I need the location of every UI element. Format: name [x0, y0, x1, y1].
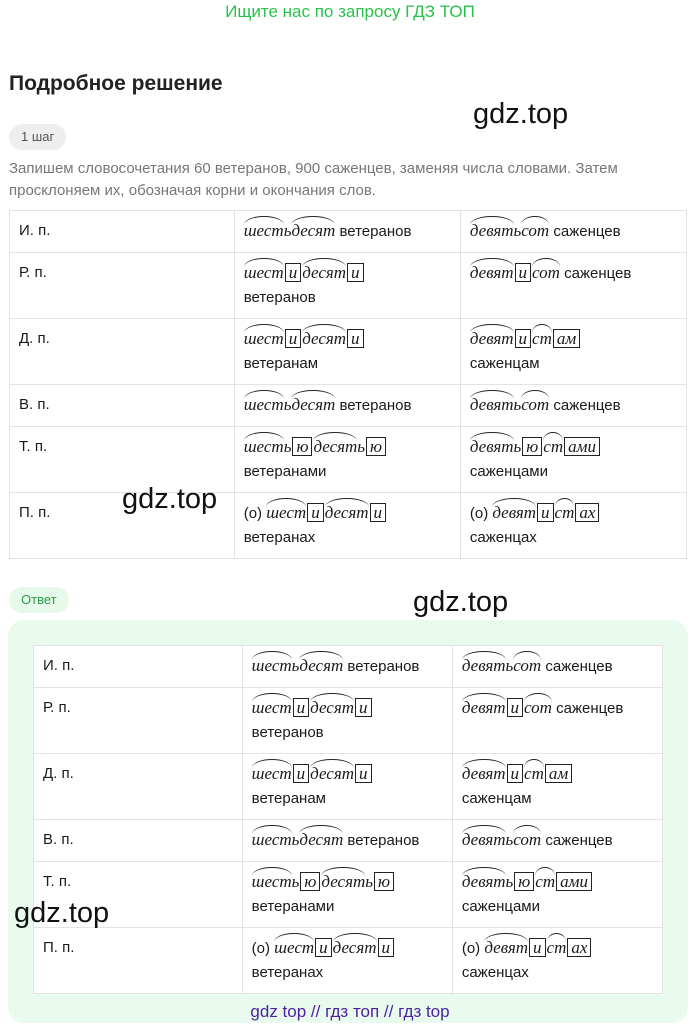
suffix-letter: ь [513, 395, 522, 414]
root-morpheme: девят [462, 828, 506, 852]
declension-form [234, 253, 460, 319]
ending-morpheme: и [507, 698, 524, 717]
suffix-letter: ь [505, 830, 514, 849]
ending-morpheme: и [285, 263, 302, 282]
suffix-letter: ь [291, 830, 300, 849]
case-label: И. п. [10, 211, 235, 253]
case-label: П. п. [34, 928, 243, 994]
noun-text: ветеранов [243, 289, 316, 306]
root-morpheme: ст [532, 327, 552, 351]
declension-form [460, 493, 686, 559]
declension-form [452, 646, 662, 688]
ending-morpheme: и [307, 503, 324, 522]
case-label: И. п. [34, 646, 243, 688]
case-label: В. п. [34, 820, 243, 862]
root-morpheme: ст [543, 435, 563, 459]
suffix-letter: ь [365, 872, 374, 891]
ending-morpheme: и [355, 764, 372, 783]
ending-morpheme: и [347, 329, 364, 348]
case-label: Р. п. [34, 688, 243, 754]
noun-text: ветеранов [335, 223, 412, 240]
ending-morpheme: и [355, 698, 372, 717]
ending-morpheme: и [507, 764, 524, 783]
declension-form [234, 493, 460, 559]
declension-form [234, 211, 460, 253]
root-morpheme: сот [513, 654, 541, 678]
declension-form [234, 385, 460, 427]
table-row [10, 427, 687, 493]
declension-form [242, 754, 452, 820]
declension-form [242, 820, 452, 862]
ending-morpheme: и [370, 503, 387, 522]
case-label: П. п. [10, 493, 235, 559]
suffix-letter: ь [357, 437, 366, 456]
declension-form [460, 211, 686, 253]
noun-text: ветеранах [243, 529, 316, 546]
root-morpheme: ст [547, 936, 567, 960]
suffix-letter: ь [283, 437, 292, 456]
root-morpheme: десят [313, 435, 357, 459]
ending-morpheme: ю [374, 872, 394, 891]
root-morpheme: шест [266, 501, 306, 525]
declension-form [460, 253, 686, 319]
declension-form [452, 862, 662, 928]
noun-text: саженцами [469, 463, 548, 480]
noun-text: саженцах [461, 964, 529, 981]
root-morpheme: шест [244, 261, 284, 285]
root-morpheme: девят [492, 501, 536, 525]
noun-text: (о) [461, 940, 485, 957]
search-hint-banner: Ищите нас по запросу ГДЗ ТОП [225, 2, 475, 21]
table-row [10, 385, 687, 427]
root-morpheme: десят [302, 327, 346, 351]
noun-text: ветеранов [251, 724, 324, 741]
ending-morpheme: и [515, 263, 532, 282]
root-morpheme: ст [555, 501, 575, 525]
root-morpheme: десят [321, 870, 365, 894]
noun-text: саженцев [549, 223, 621, 240]
case-label: В. п. [10, 385, 235, 427]
declension-form [242, 646, 452, 688]
table-row [10, 493, 687, 559]
root-morpheme: шест [274, 936, 314, 960]
root-morpheme: сот [532, 261, 560, 285]
declension-form [234, 427, 460, 493]
noun-text: ветеранами [251, 898, 335, 915]
watermark: gdz.top [122, 483, 218, 515]
suffix-letter: ь [513, 437, 522, 456]
root-morpheme: шест [252, 762, 292, 786]
ending-morpheme: ам [545, 764, 572, 783]
noun-text: ветеранах [251, 964, 324, 981]
root-morpheme: ст [535, 870, 555, 894]
root-morpheme: девят [462, 696, 506, 720]
step-badge: 1 шаг [9, 124, 66, 150]
case-label: Д. п. [34, 754, 243, 820]
watermark: gdz.top [413, 586, 509, 618]
watermark: gdz.top [473, 98, 569, 130]
root-morpheme: десят [333, 936, 377, 960]
declension-form [460, 385, 686, 427]
solution-intro: Запишем словосочетания 60 ветеранов, 900 саженцев, заменяя числа словами. Затем просклоняем их, обозначая корни и окончания слов. [9, 160, 618, 199]
noun-text: (о) [251, 940, 275, 957]
ending-morpheme: ю [300, 872, 320, 891]
suffix-letter: ь [291, 872, 300, 891]
noun-text: саженцами [461, 898, 540, 915]
suffix-letter: ь [291, 656, 300, 675]
root-morpheme: десят [325, 501, 369, 525]
noun-text: саженцев [541, 658, 613, 675]
table-row [34, 820, 663, 862]
root-morpheme: шест [252, 654, 292, 678]
root-morpheme: шест [244, 435, 284, 459]
root-morpheme: девят [470, 219, 514, 243]
declension-form [234, 319, 460, 385]
ending-morpheme: ах [575, 503, 599, 522]
root-morpheme: девят [462, 870, 506, 894]
noun-text: саженцев [551, 700, 624, 717]
root-morpheme: сот [521, 393, 549, 417]
table-row [34, 754, 663, 820]
noun-text: ветеранов [343, 832, 420, 849]
noun-text: саженцев [549, 397, 621, 414]
root-morpheme: шест [244, 393, 284, 417]
root-morpheme: девят [462, 654, 506, 678]
suffix-letter: ь [505, 656, 514, 675]
ending-morpheme: и [285, 329, 302, 348]
noun-text: саженцев [559, 265, 632, 282]
declension-form [452, 820, 662, 862]
noun-text: (о) [469, 505, 493, 522]
root-morpheme: десят [291, 393, 335, 417]
noun-text: ветеранам [243, 355, 319, 372]
noun-text: ветеранам [251, 790, 326, 807]
noun-text: (о) [243, 505, 267, 522]
ending-morpheme: ю [514, 872, 534, 891]
declension-form [242, 688, 452, 754]
root-morpheme: десят [310, 762, 354, 786]
root-morpheme: девят [484, 936, 528, 960]
ending-morpheme: ами [564, 437, 600, 456]
ending-morpheme: и [529, 938, 546, 957]
declension-form [452, 754, 662, 820]
noun-text: ветеранов [335, 397, 412, 414]
ending-morpheme: и [378, 938, 395, 957]
ending-morpheme: ю [522, 437, 542, 456]
case-label: Т. п. [34, 862, 243, 928]
ending-morpheme: ю [366, 437, 386, 456]
table-row [34, 688, 663, 754]
suffix-letter: ь [505, 872, 514, 891]
noun-text: саженцам [461, 790, 532, 807]
root-morpheme: сот [513, 828, 541, 852]
ending-morpheme: ам [553, 329, 580, 348]
table-row [34, 862, 663, 928]
ending-morpheme: ами [556, 872, 592, 891]
root-morpheme: девят [470, 435, 514, 459]
ending-morpheme: и [515, 329, 532, 348]
declension-form [242, 928, 452, 994]
ending-morpheme: ах [567, 938, 591, 957]
root-morpheme: шест [244, 327, 284, 351]
suffix-letter: ь [513, 221, 522, 240]
root-morpheme: шест [252, 870, 292, 894]
root-morpheme: шест [244, 219, 284, 243]
answer-table [33, 645, 663, 994]
noun-text: ветеранами [243, 463, 327, 480]
answer-badge: Ответ [9, 587, 69, 613]
table-row [10, 319, 687, 385]
case-label: Д. п. [10, 319, 235, 385]
table-row [10, 211, 687, 253]
root-morpheme: десят [299, 828, 343, 852]
watermark: gdz.top [14, 897, 110, 929]
declension-form [242, 862, 452, 928]
suffix-letter: ь [283, 395, 292, 414]
ending-morpheme: и [315, 938, 332, 957]
ending-morpheme: и [293, 764, 310, 783]
suffix-letter: ь [283, 221, 292, 240]
root-morpheme: сот [524, 696, 552, 720]
declension-form [452, 688, 662, 754]
root-morpheme: десят [302, 261, 346, 285]
table-row [34, 928, 663, 994]
root-morpheme: девят [470, 327, 514, 351]
noun-text: саженцам [469, 355, 540, 372]
case-label: Т. п. [10, 427, 235, 493]
root-morpheme: шест [252, 828, 292, 852]
noun-text: саженцев [541, 832, 613, 849]
table-row [10, 253, 687, 319]
case-label: Р. п. [10, 253, 235, 319]
root-morpheme: ст [524, 762, 544, 786]
root-morpheme: девят [462, 762, 506, 786]
root-morpheme: девят [470, 261, 514, 285]
root-morpheme: девят [470, 393, 514, 417]
noun-text: ветеранов [343, 658, 420, 675]
declension-form [460, 319, 686, 385]
root-morpheme: сот [521, 219, 549, 243]
footer-links: gdz top // гдз топ // гдз top [250, 1002, 450, 1021]
ending-morpheme: и [537, 503, 554, 522]
root-morpheme: десят [310, 696, 354, 720]
root-morpheme: десят [291, 219, 335, 243]
root-morpheme: десят [299, 654, 343, 678]
declension-form [452, 928, 662, 994]
root-morpheme: шест [252, 696, 292, 720]
solution-table [9, 210, 687, 559]
table-row [34, 646, 663, 688]
ending-morpheme: и [347, 263, 364, 282]
ending-morpheme: ю [292, 437, 312, 456]
ending-morpheme: и [293, 698, 310, 717]
page-title: Подробное решение [9, 72, 223, 95]
declension-form [460, 427, 686, 493]
noun-text: саженцах [469, 529, 537, 546]
